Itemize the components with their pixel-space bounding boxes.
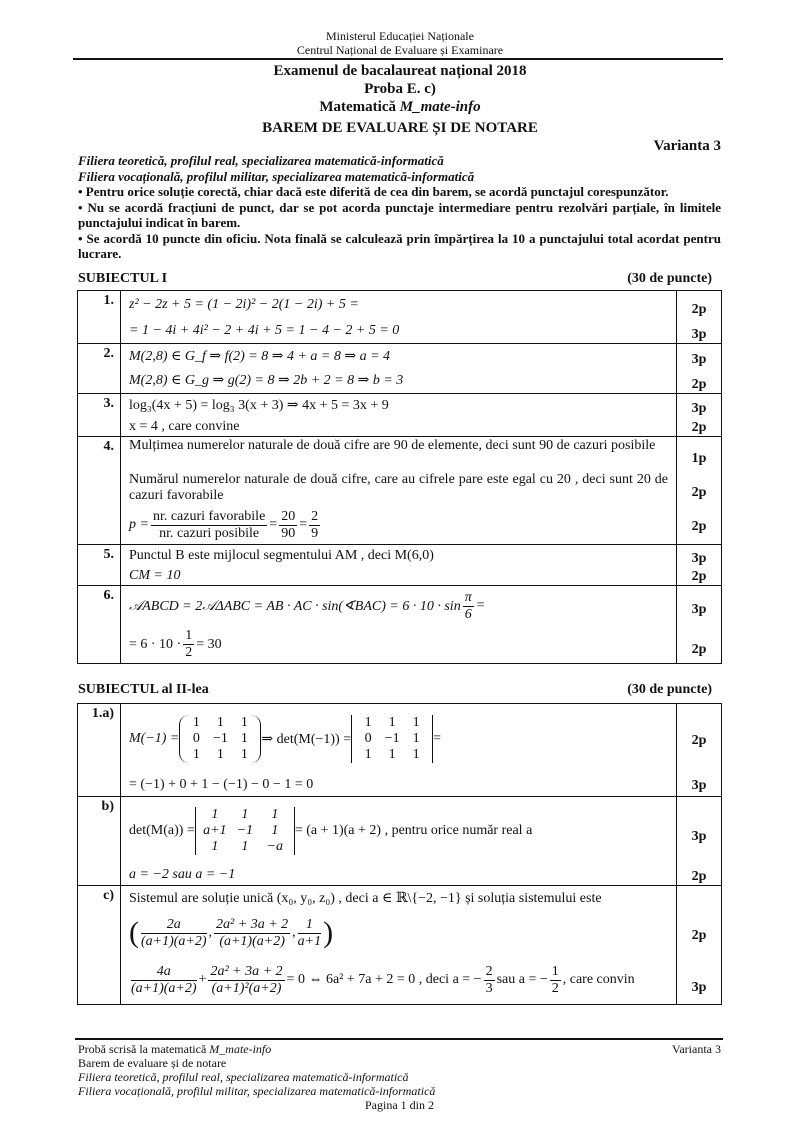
- solution-line: Punctul B este mijlocul segmentului AM , deci M(6,0): [129, 548, 434, 563]
- matrix: [179, 715, 261, 763]
- item-content: [121, 586, 677, 664]
- exam-title: Examenul de bacalaureat național 2018: [273, 63, 527, 79]
- footer-variant: Varianta 3: [672, 1042, 721, 1056]
- solution-tuple: ( $\frac{2a}{(a+1)(a+2)}$ , $\frac{\text{2a² + 3a + 2}}{(a+1)(a+2)}$ , $\frac{1}{a+1}$ ): [129, 916, 334, 949]
- fraction: [141, 917, 207, 950]
- points-value: 3p: [691, 352, 707, 367]
- table-row: [78, 545, 722, 586]
- solution-line: $\frac{4a}{(a+1)(a+2)}$ + $\frac{\text{2a² + 3a + 2}}{\text{(a+1)²(a+2)}}$ = 0 ⇔ 6a² + 7a + 2 = 0 , deci a = − $\frac{2}{3}$ sau a = − $\frac{1}{2}$ , care convin: [131, 963, 635, 996]
- cell: 1: [216, 747, 224, 762]
- cell: 1: [388, 715, 396, 730]
- item-number: b): [78, 797, 121, 886]
- table-row: [78, 886, 722, 1005]
- points-value: 2p: [691, 420, 707, 435]
- fraction: [463, 590, 474, 623]
- fraction: [208, 964, 284, 997]
- points-value: 3p: [691, 327, 707, 342]
- solution-line: [121, 797, 676, 865]
- footer-line-3: Filiera teoretică, profilul real, specializarea matematică-informatică: [78, 1070, 409, 1084]
- cell: 0: [192, 731, 200, 746]
- frac-den: a+1: [297, 933, 322, 949]
- frac-num: 20: [281, 508, 296, 524]
- cell: 1: [241, 839, 249, 854]
- solution-line: CM = 10: [129, 568, 181, 583]
- fraction: [484, 964, 495, 997]
- solution-line: log₃(4x + 5) = log₃ 3(x + 3) ⇒ 4x + 5 = 3x + 9: [129, 398, 389, 413]
- barem-title: BAREM DE EVALUARE ȘI DE NOTARE: [262, 120, 538, 136]
- item-content: [121, 291, 677, 344]
- item-points: [677, 344, 722, 394]
- eq-mid: sau a = −: [496, 972, 548, 987]
- section-2-points: (30 de puncte): [627, 682, 712, 697]
- area-expr: 𝒜ABCD = 2𝒜ΔABC = AB · AC · sin(∢BAC) = 6 · 10 · sin: [129, 598, 461, 614]
- item-number: 6.: [78, 586, 121, 664]
- note-bullet-1: • Pentru orice soluție corectă, chiar dacă este diferită de cea din barem, se acordă punctajul corespunzător.: [78, 184, 669, 199]
- points-value: 3p: [691, 778, 707, 793]
- frac-den: 90: [281, 525, 296, 541]
- points-value: 3p: [691, 401, 707, 416]
- points-value: 3p: [691, 551, 707, 566]
- frac-num: π: [464, 589, 472, 605]
- section-1-points: (30 de puncte): [627, 271, 712, 286]
- cell: 1: [240, 747, 248, 762]
- solution-line: a = −2 sau a = −1: [129, 867, 236, 882]
- cell: 1: [192, 715, 200, 730]
- header-rule: [73, 58, 723, 60]
- points-value: 2p: [691, 733, 707, 748]
- proba-title: Proba E. c): [364, 81, 436, 97]
- cell: 1: [216, 715, 224, 730]
- cell: 1: [412, 731, 420, 746]
- frac-num: 2: [311, 508, 319, 524]
- cell: 1: [364, 747, 372, 762]
- frac-num: 4a: [131, 964, 197, 981]
- item-content: [121, 886, 677, 1005]
- filiera-2: Filiera vocațională, profilul militar, specializarea matematică-informatică: [78, 168, 475, 184]
- subject-prefix: Matematică: [319, 99, 397, 115]
- frac-den: (a+1)(a+2): [219, 933, 285, 949]
- fraction: [298, 917, 321, 950]
- table-row: [78, 344, 722, 394]
- points-value: 1p: [691, 451, 707, 466]
- det-result: = (a + 1)(a + 2) , pentru orice număr real a: [294, 823, 533, 838]
- cell: −1: [212, 731, 228, 746]
- subject-title: [0, 98, 800, 117]
- frac-num: 1: [551, 963, 559, 979]
- eq-end: , care convin: [562, 972, 635, 987]
- footer-line-2: Barem de evaluare și de notare: [78, 1056, 227, 1070]
- solution-line: p = $\frac{\text{nr. cazuri favorabile}}{\text{nr. cazuri posibile}}$ = $\frac{20}{90}$ = $\frac{2}{9}$: [129, 508, 319, 541]
- frac-num: 2a: [141, 917, 207, 934]
- item-points: [677, 886, 722, 1005]
- item-content: [121, 704, 677, 797]
- note-bullet-2: • Nu se acordă fracțiuni de punct, dar se pot acorda punctaje intermediare pentru rezolvări parțiale, în limitele punctajului indicat în barem.: [78, 199, 721, 230]
- item-number: 1.a): [78, 704, 121, 797]
- item-points: [677, 704, 722, 797]
- item-points: [677, 437, 722, 545]
- frac-num: 1: [298, 917, 321, 934]
- points-value: 2p: [691, 519, 707, 534]
- item-content: [121, 437, 677, 545]
- fraction: [309, 509, 320, 542]
- fraction: [214, 917, 290, 950]
- points-value: 2p: [691, 485, 707, 500]
- frac-den: nr. cazuri posibile: [159, 525, 260, 541]
- cell: 1: [364, 715, 372, 730]
- determinant: [351, 715, 433, 763]
- footer-italic: M_mate-info: [209, 1042, 272, 1056]
- fraction: [131, 964, 197, 997]
- cell: a+1: [203, 823, 227, 838]
- frac-den: 2: [551, 980, 559, 996]
- item-number: 5.: [78, 545, 121, 586]
- cell: −1: [384, 731, 400, 746]
- section-1-title: SUBIECTUL I: [78, 271, 168, 286]
- points-value: 2p: [691, 569, 707, 584]
- frac-num: 2a² + 3a + 2: [210, 963, 283, 979]
- table-row: [78, 437, 722, 545]
- cell: 1: [412, 715, 420, 730]
- lhs: det(M(a)) =: [129, 823, 195, 838]
- item-points: [677, 545, 722, 586]
- cell: 1: [241, 807, 249, 822]
- subiect2-table: [77, 703, 722, 1005]
- solution-line: M(2,8) ∈ G_g ⇒ g(2) = 8 ⇒ 2b + 2 = 8 ⇒ b = 3: [129, 373, 404, 388]
- cell: 1: [211, 839, 219, 854]
- fraction: [279, 509, 297, 542]
- solution-line: [121, 626, 676, 663]
- solution-line: = (−1) + 0 + 1 − (−1) − 0 − 1 = 0: [129, 777, 314, 792]
- equals: =: [433, 731, 442, 746]
- frac-num: 2a² + 3a + 2: [216, 916, 289, 932]
- solution-line: Mulțimea numerelor naturale de două cifre are 90 de elemente, deci sunt 90 de cazuri posibile: [129, 438, 656, 453]
- frac-den: (a+1)(a+2): [141, 933, 207, 949]
- item-points: [677, 797, 722, 886]
- solution-line: 𝒜ABCD = 2𝒜ΔABC = AB · AC · sin(∢BAC) = 6 · 10 · sin $\frac{\pi}{6}$ =: [129, 589, 486, 622]
- subject-italic: M_mate-info: [399, 99, 481, 115]
- eq-text: = 0 ⇔ 6a² + 7a + 2 = 0 , deci a = −: [286, 972, 482, 987]
- cell: 1: [240, 731, 248, 746]
- table-row: [78, 797, 722, 886]
- frac-den: (a+1)²(a+2): [211, 980, 282, 996]
- item-points: [677, 394, 722, 437]
- calc-expr: = 6 · 10 ·: [129, 636, 182, 652]
- solution-line: Sistemul are soluție unică (x₀, y₀, z₀) , deci a ∈ ℝ\{−2, −1} și soluția sistemului este: [129, 890, 602, 906]
- cell: 1: [388, 747, 396, 762]
- item-number: 4.: [78, 437, 121, 545]
- cell: 1: [412, 747, 420, 762]
- cell: −1: [236, 823, 254, 838]
- solution-line: M(2,8) ∈ G_f ⇒ f(2) = 8 ⇒ 4 + a = 8 ⇒ a = 4: [129, 348, 391, 364]
- points-value: 3p: [691, 829, 707, 844]
- frac-den: (a+1)(a+2): [131, 980, 197, 996]
- calc-result: = 30: [196, 636, 222, 652]
- section-2-title: SUBIECTUL al II-lea: [78, 682, 209, 697]
- det-expr: ⇒ det(M(−1)) =: [261, 731, 352, 747]
- solution-line: x = 4 , care convine: [129, 418, 240, 434]
- points-value: 2p: [691, 642, 707, 657]
- page-number: Pagina 1 din 2: [365, 1098, 434, 1112]
- note-bullet-3: • Se acordă 10 puncte din oficiu. Nota finală se calculează prin împărțirea la 10 a punctajului total acordat pentru lucrare.: [78, 230, 721, 261]
- solution-line: = 1 − 4i + 4i² − 2 + 4i + 5 = 1 − 4 − 2 + 5 = 0: [129, 322, 400, 338]
- solution-line: [121, 704, 676, 774]
- footer-line-4: Filiera vocațională, profilul militar, specializarea matematică-informatică: [78, 1084, 436, 1098]
- footer: [78, 1042, 721, 1112]
- cell: 1: [211, 807, 219, 822]
- cell: 1: [271, 823, 279, 838]
- solution-line: z² − 2z + 5 = (1 − 2i)² − 2(1 − 2i) + 5 =: [129, 296, 359, 312]
- ministry-name: Ministerul Educației Naționale: [326, 29, 474, 43]
- subiect1-table: [77, 290, 722, 664]
- footer-prefix: Probă scrisă la matematică: [78, 1042, 207, 1056]
- table-row: [78, 704, 722, 797]
- points-value: 3p: [691, 980, 707, 995]
- points-value: 2p: [691, 302, 707, 317]
- cell: 1: [192, 747, 200, 762]
- filiera-1: Filiera teoretică, profilul real, specializarea matematică-informatică: [78, 153, 444, 168]
- footer-exam: [78, 1042, 271, 1056]
- item-content: [121, 344, 677, 394]
- points-value: 3p: [691, 602, 707, 617]
- frac-den: 9: [311, 525, 319, 541]
- cell: −a: [266, 839, 284, 854]
- item-content: [121, 797, 677, 886]
- points-value: 2p: [691, 928, 707, 943]
- frac-num: 1: [185, 628, 193, 643]
- item-points: [677, 586, 722, 664]
- table-row: [78, 394, 722, 437]
- footer-line-1: [78, 1042, 721, 1056]
- item-number: c): [78, 886, 121, 1005]
- item-content: [121, 545, 677, 586]
- cell: 0: [364, 731, 372, 746]
- table-row: [78, 586, 722, 664]
- frac-num: nr. cazuri favorabile: [152, 508, 266, 524]
- frac-num: 2: [485, 963, 493, 979]
- solution-line: Numărul numerelor naturale de două cifre, care au cifrele pare este egal cu 20 , deci sunt 20 de cazuri favorabile: [129, 472, 668, 503]
- fraction: [151, 509, 267, 542]
- table-row: [78, 291, 722, 344]
- fraction: [183, 628, 194, 661]
- frac-den: 2: [185, 645, 193, 660]
- frac-den: 3: [485, 980, 493, 996]
- determinant: [195, 807, 295, 855]
- fraction: [550, 964, 561, 997]
- cell: 1: [240, 715, 248, 730]
- item-number: 3.: [78, 394, 121, 437]
- points-value: 2p: [691, 869, 707, 884]
- points-value: 2p: [691, 377, 707, 392]
- footer-rule: [75, 1038, 723, 1040]
- item-number: 2.: [78, 344, 121, 394]
- center-name: Centrul Național de Evaluare și Examinare: [296, 43, 504, 57]
- item-content: [121, 394, 677, 437]
- notes-block: [78, 153, 721, 262]
- item-points: [677, 291, 722, 344]
- cell: 1: [271, 807, 279, 822]
- variant-label: Varianta 3: [653, 138, 721, 154]
- frac-den: 6: [464, 606, 472, 622]
- lhs: M(−1) =: [129, 731, 180, 746]
- prob-label: p =: [129, 517, 149, 532]
- item-number: 1.: [78, 291, 121, 344]
